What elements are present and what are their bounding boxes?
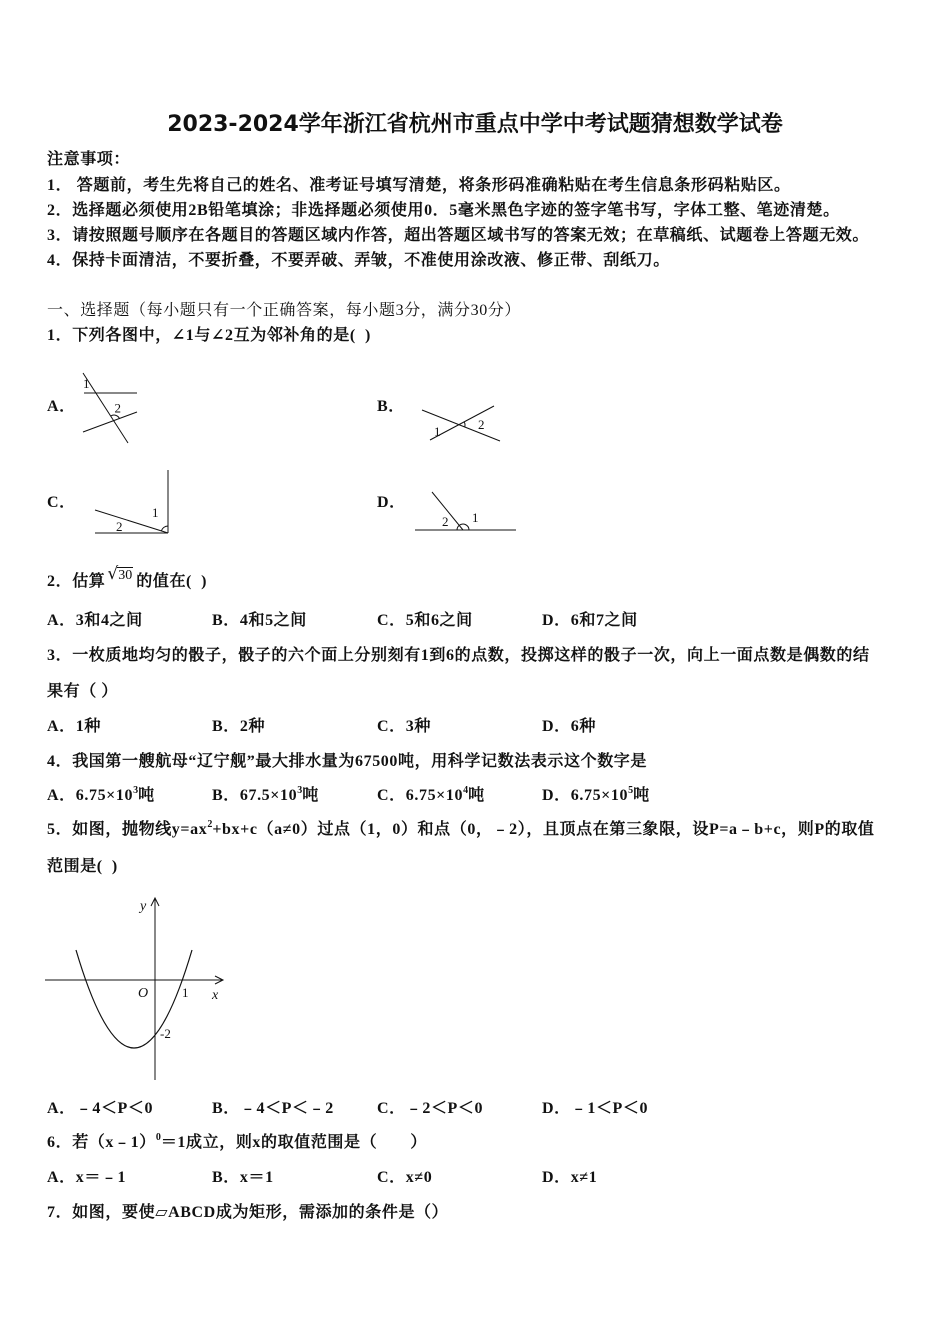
q6-option-a: A．x＝﹣1	[47, 1169, 127, 1186]
parabola-curve	[76, 950, 192, 1048]
q1-option-b-figure	[418, 400, 506, 446]
option-label: C．	[377, 787, 406, 804]
question-4-stem: 4．我国第一艘航母“辽宁舰”最大排水量为67500吨，用科学记数法表示这个数字是	[47, 753, 648, 770]
y-axis-label: y	[140, 899, 147, 914]
option-exponent: 3	[133, 785, 139, 796]
question-5-stem-line-1	[47, 820, 875, 840]
notice-heading: 注意事项：	[47, 151, 131, 168]
angle-1-label: 1	[83, 376, 90, 391]
q3-option-c: C．3种	[377, 718, 431, 735]
stem-after: +bx+c（a≠0）过点（1，0）和点（0，﹣2），且顶点在第三象限，设P=a﹣b+c，则P的取值	[212, 821, 875, 838]
option-unit: 吨	[468, 787, 485, 804]
angle-1-label: 1	[152, 505, 159, 520]
q6-option-c: C．x≠0	[377, 1169, 433, 1186]
option-label: A．	[47, 787, 76, 804]
exam-title: 2023-2024学年浙江省杭州市重点中学中考试题猜想数学试卷	[167, 112, 783, 137]
q3-option-b: B．2种	[212, 718, 266, 735]
option-unit: 吨	[633, 787, 650, 804]
question-2-stem-after: 的值在( )	[136, 573, 208, 590]
angle-2-label: 2	[478, 417, 485, 432]
question-2-stem	[47, 565, 207, 592]
parabola-graph	[40, 890, 232, 1085]
q1-option-d-figure	[410, 486, 520, 534]
angle-2-label: 2	[114, 400, 121, 416]
notice-item-4: 4．保持卡面清洁，不要折叠，不要弄破、弄皱，不准使用涂改液、修正带、刮纸刀。	[47, 252, 670, 269]
q6-option-d: D．x≠1	[542, 1169, 598, 1186]
q2-option-b: B．4和5之间	[212, 612, 307, 629]
radicand: 30	[118, 568, 133, 583]
question-6-stem	[47, 1133, 427, 1153]
origin-label: O	[138, 986, 149, 1001]
q1-option-a-label: A．	[47, 398, 76, 415]
q4-option-c	[377, 786, 485, 806]
q2-option-d: D．6和7之间	[542, 612, 638, 629]
q4-option-b	[212, 786, 319, 806]
q3-option-a: A．1种	[47, 718, 101, 735]
question-3-stem-line-2: 果有（ ）	[47, 683, 119, 700]
stem-superscript: 0	[155, 1132, 161, 1143]
question-1-stem: 1．下列各图中，∠1与∠2互为邻补角的是( )	[47, 327, 371, 344]
question-7-stem: 7．如图，要使▱ABCD成为矩形，需添加的条件是（）	[47, 1204, 449, 1221]
angle-2-label: 2	[116, 519, 123, 534]
q5-option-d: D．﹣1＜P＜0	[542, 1100, 649, 1117]
option-mantissa: 6.75×10	[405, 787, 464, 804]
q4-option-d	[542, 786, 650, 806]
q1-option-a-figure	[74, 366, 144, 448]
question-2-stem-before: 2．估算	[47, 573, 106, 590]
q5-option-b: B．﹣4＜P＜﹣2	[212, 1100, 334, 1117]
q2-option-a: A．3和4之间	[47, 612, 143, 629]
question-5-stem-line-2: 范围是( )	[47, 858, 118, 875]
section-1-heading: 一、选择题（每小题只有一个正确答案，每小题3分，满分30分）	[47, 302, 522, 319]
stem-before: 6．若（x﹣1）	[47, 1134, 156, 1151]
stem-superscript: 2	[207, 819, 213, 830]
angle-2-arc	[464, 422, 465, 427]
angle-1-arc	[161, 526, 168, 531]
q1-option-c-label: C．	[47, 494, 76, 511]
q3-option-d: D．6种	[542, 718, 596, 735]
option-mantissa: 6.75×10	[570, 787, 629, 804]
angle-1-label: 1	[472, 510, 479, 525]
notice-item-2: 2．选择题必须使用2B铅笔填涂；非选择题必须使用0．5毫米黑色字迹的签字笔书写，字体工整、笔迹清楚。	[47, 202, 840, 219]
q5-option-a: A．﹣4＜P＜0	[47, 1100, 154, 1117]
angle-2-label: 2	[442, 514, 449, 529]
notice-item-1: 1． 答题前，考生先将自己的姓名、准考证号填写清楚，将条形码准确粘贴在考生信息条形码粘贴区。	[47, 177, 791, 194]
angle-2-arc	[457, 525, 459, 530]
x-intercept-label: 1	[182, 985, 189, 1000]
angle-1-label: 1	[434, 424, 441, 439]
q6-option-b: B．x＝1	[212, 1169, 274, 1186]
notice-item-3: 3．请按照题号顺序在各题目的答题区域内作答，超出答题区域书写的答案无效；在草稿纸、试题卷上答题无效。	[47, 227, 870, 244]
q4-option-a	[47, 786, 155, 806]
figure-line-steep	[83, 373, 128, 443]
x-axis-label: x	[212, 988, 219, 1003]
radical-sign: √	[107, 564, 119, 584]
stem-before: 5．如图，抛物线y=ax	[47, 821, 208, 838]
q1-option-c-figure	[90, 465, 175, 537]
y-intercept-label: -2	[160, 1026, 171, 1041]
q5-option-c: C．﹣2＜P＜0	[377, 1100, 484, 1117]
option-exponent: 5	[628, 785, 634, 796]
q1-option-b-label: B．	[377, 398, 405, 415]
option-exponent: 3	[297, 785, 303, 796]
option-unit: 吨	[302, 787, 319, 804]
q1-option-d-label: D．	[377, 494, 406, 511]
option-label: B．	[212, 787, 240, 804]
option-exponent: 4	[463, 785, 469, 796]
option-unit: 吨	[138, 787, 155, 804]
q2-option-c: C．5和6之间	[377, 612, 473, 629]
sqrt-expression	[107, 565, 133, 585]
stem-after: ＝1成立，则x的取值范围是（ ）	[160, 1134, 428, 1151]
option-mantissa: 67.5×10	[239, 787, 298, 804]
question-3-stem-line-1: 3．一枚质地均匀的骰子，骰子的六个面上分别刻有1到6的点数，投掷这样的骰子一次，向上一面点数是偶数的结	[47, 647, 870, 664]
option-mantissa: 6.75×10	[75, 787, 134, 804]
option-label: D．	[542, 787, 571, 804]
